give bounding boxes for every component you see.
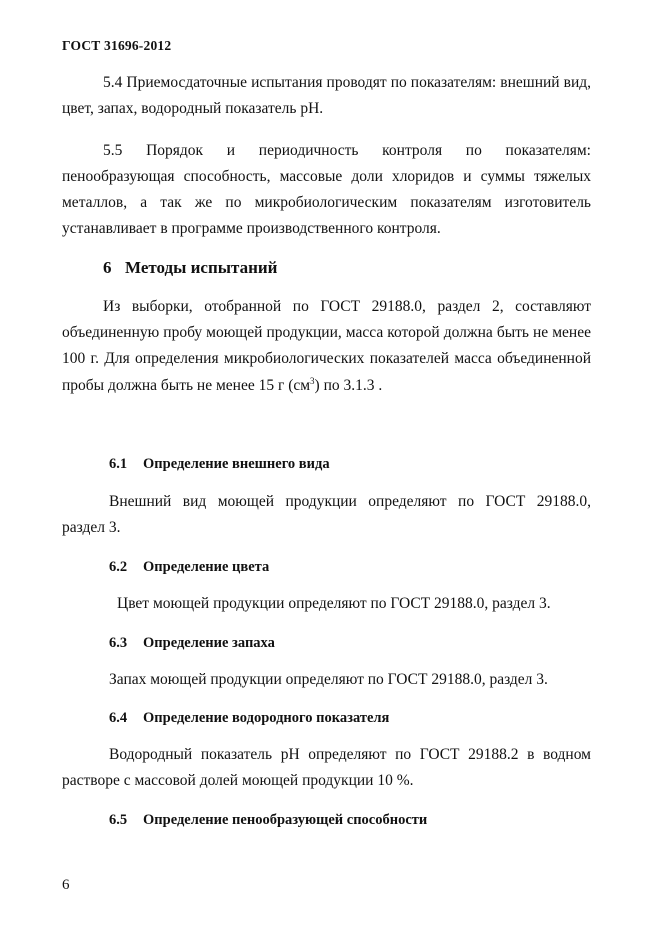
subsection-6-5-heading: [109, 810, 427, 830]
subsection-6-3-heading: [109, 633, 275, 653]
paragraph-5-4-line-2: цвет, запах, водородный показатель рН.: [62, 100, 324, 117]
subsection-6-1-title: Определение внешнего вида: [143, 456, 330, 472]
paragraph-5-5-line-3: металлов, а так же по микробиологическим показателям изготовитель: [62, 194, 591, 211]
subsection-6-3-line-1: Запах моющей продукции определяют по ГОСТ 29188.0, раздел 3.: [109, 671, 548, 688]
subsection-6-5-number: 6.5: [109, 812, 128, 828]
section-6-line-4-text: пробы должна быть не менее 15 г (см: [62, 377, 311, 394]
subsection-6-3-title: Определение запаха: [143, 635, 275, 651]
cubic-superscript: 3: [310, 376, 315, 386]
subsection-6-4-line-1: Водородный показатель рН определяют по ГОСТ 29188.2 в водном: [109, 746, 591, 763]
subsection-6-2-number: 6.2: [109, 559, 128, 575]
document-code-header: ГОСТ 31696-2012: [62, 38, 172, 53]
subsection-6-5-title: Определение пенообразующей способности: [143, 812, 428, 828]
subsection-6-4-heading: [109, 708, 389, 728]
subsection-6-3-number: 6.3: [109, 635, 128, 651]
section-6-line-1: Из выборки, отобранной по ГОСТ 29188.0, раздел 2, составляют: [103, 298, 591, 315]
subsection-6-2-title: Определение цвета: [143, 559, 270, 575]
paragraph-5-5-line-2: пенообразующая способность, массовые доли хлоридов и суммы тяжелых: [62, 168, 591, 185]
subsection-6-1-line-2: раздел 3.: [62, 519, 121, 536]
section-6-line-3: 100 г. Для определения микробиологических показателей масса объединенной: [62, 350, 591, 367]
subsection-6-4-line-2: растворе с массовой долей моющей продукции 10 %.: [62, 772, 414, 789]
page-number: 6: [62, 877, 70, 893]
section-6-number: 6: [103, 258, 112, 277]
section-6-heading: [103, 258, 277, 278]
subsection-6-1-heading: [109, 454, 330, 474]
paragraph-5-5-line-4: устанавливает в программе производственного контроля.: [62, 220, 441, 237]
subsection-6-2-heading: [109, 557, 269, 577]
subsection-6-4-number: 6.4: [109, 710, 128, 726]
section-6-line-4-tail: ) по 3.1.3 .: [314, 377, 383, 394]
paragraph-5-4-line-1: 5.4 Приемосдаточные испытания проводят по показателям: внешний вид,: [103, 74, 591, 91]
section-6-title: Методы испытаний: [125, 258, 278, 277]
section-6-line-2: объединенную пробу моющей продукции, масса которой должна быть не менее: [62, 324, 591, 341]
subsection-6-1-line-1: Внешний вид моющей продукции определяют по ГОСТ 29188.0,: [109, 493, 591, 510]
subsection-6-4-title: Определение водородного показателя: [143, 710, 390, 726]
subsection-6-1-number: 6.1: [109, 456, 128, 472]
section-6-line-4: [62, 376, 382, 396]
paragraph-5-5-line-1: 5.5 Порядок и периодичность контроля по показателям:: [103, 142, 591, 159]
subsection-6-2-line-1: Цвет моющей продукции определяют по ГОСТ 29188.0, раздел 3.: [117, 595, 551, 612]
